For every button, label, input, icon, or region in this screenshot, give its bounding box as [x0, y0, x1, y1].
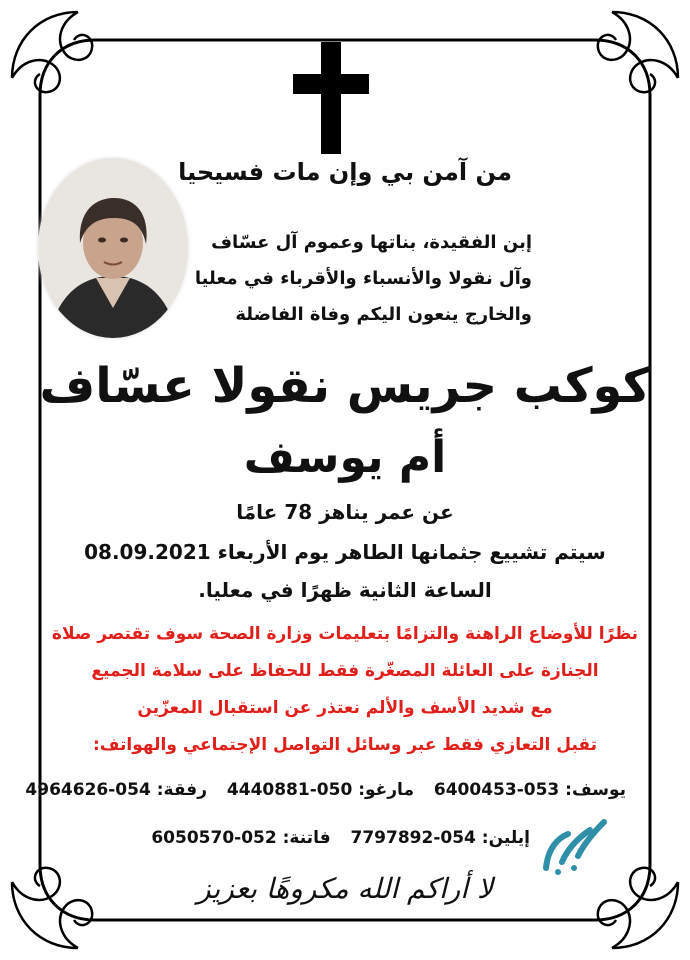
funeral-date-line: سيتم تشييع جثمانها الطاهر يوم الأربعاء 08.09.2021: [84, 540, 606, 564]
contact-rifqa: رفقة: 054-4964626: [25, 780, 207, 800]
intro-line-2: وآل نقولا والأنسباء والأقرباء في معليا: [194, 268, 532, 289]
contact-margo: مارغو: 050-4440881: [226, 780, 414, 800]
covid-notice-line-4: تقبل التعازي فقط عبر وسائل التواصل الإجتماعي والهواتف:: [93, 735, 597, 755]
funeral-time-line: الساعة الثانية ظهرًا في معليا.: [198, 578, 492, 602]
contacts-row-1: [11, 780, 626, 800]
deceased-name: كوكب جريس نقولا عسّاف: [39, 358, 651, 414]
cross-icon: [293, 42, 369, 154]
age-line: عن عمر يناهز 78 عامًا: [236, 500, 454, 524]
contact-fatena: فاتنة: 052-6050570: [151, 828, 331, 848]
scripture-verse: من آمن بي وإن مات فسيحيا: [178, 158, 512, 186]
contact-eileen: إيلين: 054-7797892: [350, 828, 530, 848]
deceased-kunya: أم يوسف: [243, 432, 447, 483]
covid-notice-line-2: الجنازة على العائلة المصغّرة فقط للحفاظ على سلامة الجميع: [91, 661, 599, 681]
contacts-row-2: [137, 828, 530, 848]
deceased-portrait: [38, 158, 188, 338]
contact-yousef: يوسف: 053-6400453: [433, 780, 626, 800]
closing-phrase: لا أراكم الله مكروهًا بعزيز: [197, 872, 493, 905]
covid-notice-line-3: مع شديد الأسف والألم نعتذر عن استقبال المعزّين: [137, 698, 553, 718]
intro-line-1: إبن الفقيدة، بناتها وعموم آل عسّاف: [211, 232, 532, 253]
publisher-logo-icon: [538, 808, 610, 878]
covid-notice-line-1: نظرًا للأوضاع الراهنة والتزامًا بتعليمات وزارة الصحة سوف تقتصر صلاة: [51, 624, 639, 644]
intro-line-3: والخارج ينعون اليكم وفاة الفاضلة: [235, 304, 532, 325]
